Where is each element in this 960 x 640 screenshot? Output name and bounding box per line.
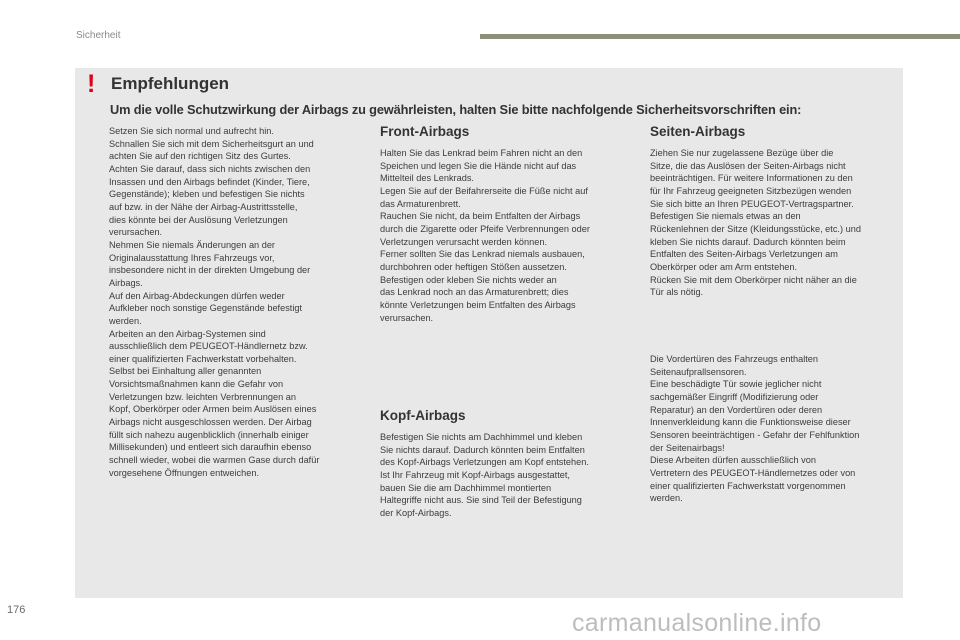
- text-line: Halten Sie das Lenkrad beim Fahren nicht an den: [380, 148, 583, 158]
- text-line: könnte Verletzungen beim Entfalten des Airbags: [380, 299, 576, 310]
- text-line: Arbeiten an den Airbag-Systemen sind: [109, 328, 266, 339]
- text-line: für Ihr Fahrzeug geeigneten Sitzbezügen wenden: [650, 185, 852, 196]
- box-subtitle: Um die volle Schutzwirkung der Airbags zu gewährleisten, halten Sie bitte nachfolgende Sicherheitsvorschriften ein:: [110, 102, 802, 117]
- text-line: Innenverkleidung kann die Funktionsweise dieser: [650, 417, 851, 428]
- text-line: einer qualifizierten Fachwerkstatt vorgenommen: [650, 480, 846, 491]
- box-title: Empfehlungen: [111, 74, 230, 93]
- text-line: Rückenlehnen der Sitze (Kleidungsstücke, etc.) und: [650, 223, 861, 234]
- section-label: Sicherheit: [76, 30, 121, 41]
- text-line: Verletzungen bzw. leichten Verbrennungen an: [109, 391, 296, 402]
- door-sensors-text: [650, 353, 900, 505]
- text-line: Ferner sollten Sie das Lenkrad niemals ausbauen,: [380, 249, 585, 260]
- text-line: Vorsichtsmaßnahmen kann die Gefahr von: [109, 379, 284, 390]
- door-sensors-section: [650, 353, 900, 505]
- text-line: achten Sie auf den richtigen Sitz des Gurtes.: [109, 151, 291, 162]
- text-line: das Armaturenbrett.: [380, 198, 461, 209]
- text-line: Nehmen Sie niemals Änderungen an der: [109, 239, 275, 250]
- text-line: Die Vordertüren des Fahrzeugs enthalten: [650, 354, 819, 364]
- text-line: Seitenaufprallsensoren.: [650, 366, 747, 377]
- text-line: durch die Zigarette oder Pfeife Verbrennungen oder: [380, 223, 590, 234]
- head-airbags-heading: Kopf-Airbags: [380, 408, 466, 423]
- text-line: auf bzw. in der Nähe der Airbag-Austrittsstelle,: [109, 201, 298, 212]
- text-line: dies könnte bei der Auslösung Verletzungen: [109, 214, 288, 225]
- text-line: vorgesehene Öffnungen entweichen.: [109, 467, 260, 478]
- text-line: einer qualifizierten Fachwerkstatt vorbehalten.: [109, 353, 297, 364]
- front-airbags-section: [380, 124, 630, 324]
- header-accent-bar: [480, 34, 960, 39]
- text-line: werden.: [650, 493, 683, 504]
- text-line: durchbohren oder heftigen Stößen aussetzen.: [380, 261, 567, 272]
- text-line: Insassen und den Airbags befindet (Kinder, Tiere,: [109, 176, 310, 187]
- text-line: Rücken Sie mit dem Oberkörper nicht näher an die: [650, 274, 857, 285]
- general-advice-column: [109, 125, 359, 479]
- text-line: verursachen.: [109, 227, 163, 238]
- text-line: Ziehen Sie nur zugelassene Bezüge über die: [650, 148, 834, 158]
- watermark: carmanualsonline.info: [572, 609, 822, 637]
- text-line: insbesondere nicht in der direkten Umgebung der: [109, 265, 311, 276]
- text-line: werden.: [109, 315, 142, 326]
- text-line: Diese Arbeiten dürfen ausschließlich von: [650, 455, 816, 466]
- text-line: Oberkörper oder am Arm entstehen.: [650, 261, 798, 272]
- text-line: kleben Sie nichts darauf. Dadurch könnten beim: [650, 236, 846, 247]
- side-airbags-heading: Seiten-Airbags: [650, 124, 746, 139]
- page-number: 176: [7, 604, 26, 616]
- text-line: verursachen.: [380, 312, 434, 323]
- text-line: Sitze, die das Auslösen der Seiten-Airbags nicht: [650, 160, 846, 171]
- text-line: Setzen Sie sich normal und aufrecht hin.: [109, 126, 274, 136]
- text-line: Gegenstände); kleben und befestigen Sie nichts: [109, 189, 305, 200]
- text-line: sachgemäßer Eingriff (Modifizierung oder: [650, 391, 819, 402]
- text-line: Entfalten des Seiten-Airbags Verletzungen am: [650, 249, 838, 260]
- text-line: Tür als nötig.: [650, 287, 704, 298]
- general-advice-text: [109, 125, 359, 479]
- text-line: Airbags.: [109, 277, 143, 288]
- text-line: Reparatur) an den Vordertüren oder deren: [650, 404, 823, 415]
- text-line: beeinträchtigen. Für weitere Informationen zu den: [650, 173, 853, 184]
- text-line: Verletzungen verursacht werden können.: [380, 236, 548, 247]
- text-line: Millisekunden) und entleert sich daraufhin ebenso: [109, 442, 312, 453]
- text-line: Haltegriffe nicht aus. Sie sind Teil der Befestigung: [380, 495, 582, 506]
- text-line: Ist Ihr Fahrzeug mit Kopf-Airbags ausgestattet,: [380, 469, 570, 480]
- text-line: Auf den Airbag-Abdeckungen dürfen weder: [109, 290, 285, 301]
- head-airbags-text: [380, 431, 630, 520]
- text-line: Sensoren beeinträchtigen - Gefahr der Fehlfunktion: [650, 429, 860, 440]
- text-line: Achten Sie darauf, dass sich nichts zwischen den: [109, 163, 311, 174]
- text-line: ausschließlich dem PEUGEOT-Händlernetz bzw.: [109, 341, 308, 352]
- text-line: Aufkleber noch sonstige Gegenstände befestigt: [109, 303, 303, 314]
- text-line: schnell wieder, wobei die warmen Gase durch dafür: [109, 455, 320, 466]
- text-line: Vertretern des PEUGEOT-Händlernetzes oder von: [650, 467, 856, 478]
- text-line: Sie sich bitte an Ihren PEUGEOT-Vertragspartner.: [650, 198, 854, 209]
- front-airbags-heading: Front-Airbags: [380, 124, 470, 139]
- text-line: das Lenkrad noch an das Armaturenbrett; dies: [380, 287, 569, 298]
- text-line: Rauchen Sie nicht, da beim Entfalten der Airbags: [380, 211, 581, 222]
- text-line: füllt sich nahezu augenblicklich (innerhalb einiger: [109, 429, 309, 440]
- text-line: bauen Sie die am Dachhimmel montierten: [380, 482, 552, 493]
- head-airbags-section: [380, 408, 630, 520]
- front-airbags-text: [380, 147, 630, 324]
- text-line: Legen Sie auf der Beifahrerseite die Füße nicht auf: [380, 185, 588, 196]
- text-line: der Seitenairbags!: [650, 442, 725, 453]
- text-line: Airbags nicht ausgeschlossen werden. Der Airbag: [109, 417, 312, 428]
- exclamation-icon: !: [87, 70, 96, 98]
- text-line: Befestigen Sie niemals etwas an den: [650, 211, 801, 222]
- text-line: Sie nichts darauf. Dadurch könnten beim Entfalten: [380, 444, 585, 455]
- text-line: der Kopf-Airbags.: [380, 507, 452, 518]
- text-line: Kopf, Oberkörper oder Armen beim Auslösen eines: [109, 404, 317, 415]
- text-line: Befestigen Sie nichts am Dachhimmel und kleben: [380, 432, 583, 442]
- text-line: des Kopf-Airbags Verletzungen am Kopf entstehen.: [380, 457, 589, 468]
- text-line: Eine beschädigte Tür sowie jeglicher nicht: [650, 379, 822, 390]
- text-line: Schnallen Sie sich mit dem Sicherheitsgurt an und: [109, 138, 314, 149]
- text-line: Originalausstattung Ihres Fahrzeugs vor,: [109, 252, 275, 263]
- side-airbags-text: [650, 147, 900, 299]
- text-line: Befestigen oder kleben Sie nichts weder an: [380, 274, 557, 285]
- text-line: Speichen und legen Sie die Hände nicht auf das: [380, 160, 577, 171]
- text-line: Selbst bei Einhaltung aller genannten: [109, 366, 262, 377]
- text-line: Mittelteil des Lenkrads.: [380, 173, 474, 184]
- side-airbags-section: [650, 124, 900, 299]
